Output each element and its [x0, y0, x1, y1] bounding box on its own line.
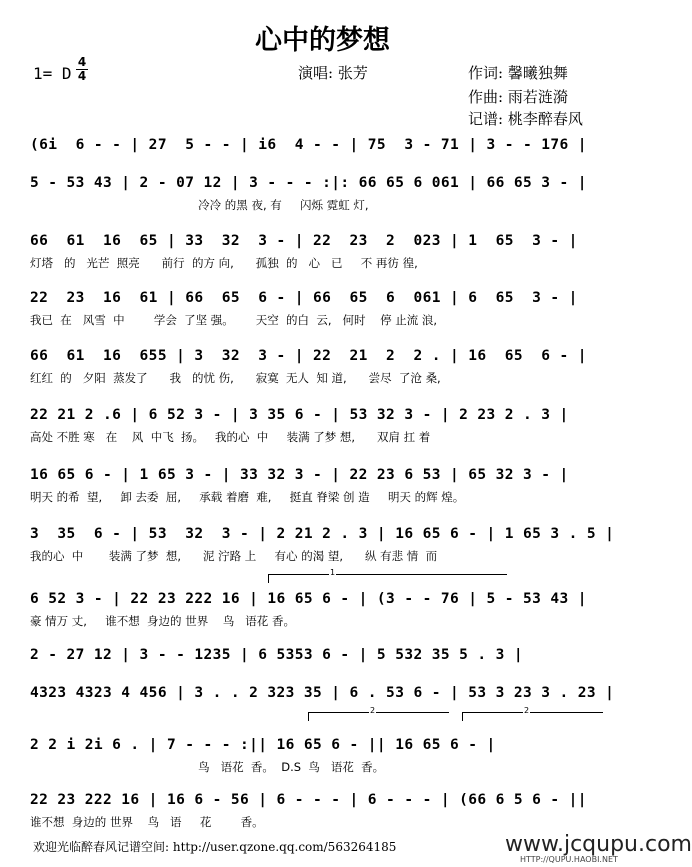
notation-text: 2 2 i 2i 6 . | 7 - - - :|| 16 65 6 - || 16 65 6 - | [30, 737, 496, 753]
volta-number: 1 [330, 568, 336, 577]
lyrics-text: 豪 情万 丈, 谁不想 身边的 世界 鸟 语花 香。 [30, 614, 295, 628]
lyrics-text: 冷冷 的黑 夜, 有 闪烁 霓虹 灯, [30, 198, 369, 212]
notation-line [30, 683, 615, 703]
transcriber-credit: 记谱: 桃李醉春风 [468, 110, 583, 128]
watermark-subtext: HTTP://QUPU.HAOBI.NET [520, 855, 618, 864]
lyricist-credit: 作词: 馨曦独舞 [468, 64, 568, 82]
notation-text: 66 61 16 655 | 3 32 3 - | 22 21 2 2 . | 16 65 6 - | [30, 348, 587, 364]
notation-line [30, 405, 615, 425]
key-signature: 1= D [33, 64, 72, 83]
lyrics-line [30, 312, 615, 328]
notation-text: 22 21 2 .6 | 6 52 3 - | 3 35 6 - | 53 32 3 - | 2 23 2 . 3 | [30, 407, 569, 423]
notation-text: 2 - 27 12 | 3 - - 1235 | 6 5353 6 - | 5 532 35 5 . 3 | [30, 647, 524, 663]
lyrics-text: 红红 的 夕阳 蒸发了 我 的忧 伤, 寂寞 无人 知 道, 尝尽 了沧 桑, [30, 371, 441, 385]
notation-line [30, 346, 615, 366]
notation-text: (6i 6 - - | 27 5 - - | i6 4 - - | 75 3 - 71 | 3 - - 176 | [30, 137, 587, 153]
composer-credit: 作曲: 雨若涟漪 [468, 88, 568, 106]
volta-bracket-2 [308, 706, 449, 721]
lyrics-line [30, 613, 615, 629]
notation-line [30, 589, 615, 609]
lyrics-line [30, 489, 615, 505]
notation-line [30, 173, 615, 193]
lyrics-line [30, 429, 615, 445]
notation-text: 22 23 222 16 | 16 6 - 56 | 6 - - - | 6 - - - | (66 6 5 6 - || [30, 792, 587, 808]
notation-line [30, 790, 615, 810]
lyrics-line [30, 255, 615, 271]
lyrics-text: 高处 不胜 寒 在 风 中飞 扬。 我的心 中 装满 了梦 想, 双肩 扛 着 [30, 430, 431, 444]
notation-line [30, 465, 615, 485]
singer-credit: 演唱: 张芳 [298, 64, 368, 82]
notation-line [30, 735, 615, 755]
watermark-logo: www.jcqupu.com [505, 832, 692, 857]
volta-bracket-3 [462, 706, 603, 721]
volta-number: 2 [370, 706, 376, 715]
notation-text: 22 23 16 61 | 66 65 6 - | 66 65 6 061 | 6 65 3 - | [30, 290, 578, 306]
lyrics-line [30, 548, 615, 564]
notation-text: 66 61 16 65 | 33 32 3 - | 22 23 2 023 | 1 65 3 - | [30, 233, 578, 249]
lyrics-text: 明天 的希 望, 卸 去委 屈, 承载 着磨 难, 挺直 脊梁 创 造 明天 的辉 煌。 [30, 490, 465, 504]
lyrics-text: 谁不想 身边的 世界 鸟 语 花 香。 [30, 815, 264, 829]
notation-text: 6 52 3 - | 22 23 222 16 | 16 65 6 - | (3 - - 76 | 5 - 53 43 | [30, 591, 587, 607]
time-signature [76, 57, 88, 82]
meter-bottom: 4 [77, 69, 87, 83]
meter-top: 4 [77, 55, 87, 69]
lyrics-line [30, 759, 615, 775]
notation-line [30, 524, 615, 544]
lyrics-line [30, 814, 615, 830]
notation-line [30, 231, 615, 251]
lyrics-text: 我已 在 风雪 中 学会 了坚 强。 天空 的白 云, 何时 停 止流 浪, [30, 313, 438, 327]
notation-line [30, 645, 615, 665]
notation-text: 3 35 6 - | 53 32 3 - | 2 21 2 . 3 | 16 65 6 - | 1 65 3 . 5 | [30, 526, 615, 542]
notation-text: 4323 4323 4 456 | 3 . . 2 323 35 | 6 . 53 6 - | 53 3 23 3 . 23 | [30, 685, 615, 701]
volta-bracket-1 [268, 568, 507, 583]
lyrics-text: 灯塔 的 光芒 照亮 前行 的方 向, 孤独 的 心 已 不 再彷 徨, [30, 256, 418, 270]
lyrics-text: 我的心 中 装满 了梦 想, 泥 泞路 上 有心 的渴 望, 纵 有悲 情 而 [30, 549, 438, 563]
song-title: 心中的梦想 [255, 25, 390, 56]
notation-text: 5 - 53 43 | 2 - 07 12 | 3 - - - :|: 66 65 6 061 | 66 65 3 - | [30, 175, 587, 191]
volta-number: 2 [524, 706, 530, 715]
lyrics-line [30, 197, 615, 213]
lyrics-line [30, 370, 615, 386]
notation-line [30, 135, 615, 155]
lyrics-text: 鸟 语花 香。 D.S 鸟 语花 香。 [30, 760, 385, 774]
notation-line [30, 288, 615, 308]
footer-link[interactable]: 欢迎光临醉春风记谱空间: http://user.qzone.qq.com/563264185 [33, 840, 397, 854]
notation-text: 16 65 6 - | 1 65 3 - | 33 32 3 - | 22 23 6 53 | 65 32 3 - | [30, 467, 569, 483]
